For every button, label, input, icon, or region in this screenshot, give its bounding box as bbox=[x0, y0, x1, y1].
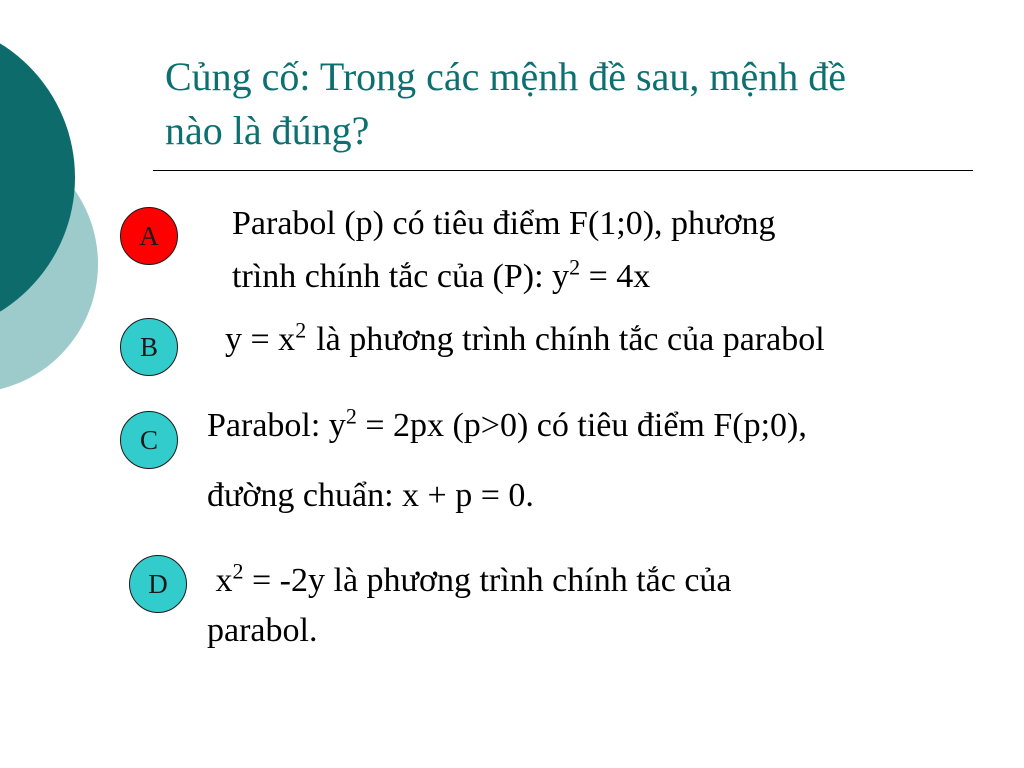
option-c-line-1 bbox=[207, 404, 807, 448]
option-a-exponent: 2 bbox=[569, 254, 581, 280]
option-d-label: D bbox=[148, 568, 168, 599]
option-c-label: C bbox=[139, 424, 158, 455]
option-d-text bbox=[207, 556, 732, 656]
slide-title-line-1: Củng cố: Trong các mệnh đề sau, mệnh đề bbox=[165, 54, 846, 99]
option-a-line-2-prefix: trình chính tắc của (P): y bbox=[232, 258, 570, 295]
option-d-line-1 bbox=[207, 556, 732, 606]
option-b-text bbox=[225, 318, 825, 362]
title-divider bbox=[153, 170, 973, 171]
option-c-exponent: 2 bbox=[345, 403, 357, 429]
option-b-prefix: y = x bbox=[225, 321, 296, 358]
option-d-line-1-suffix: = -2y là phương trình chính tắc của bbox=[243, 562, 732, 599]
option-b-suffix: là phương trình chính tắc của parabol bbox=[316, 321, 825, 358]
option-d-badge[interactable] bbox=[129, 555, 187, 613]
slide-title bbox=[165, 50, 985, 158]
option-a-line-2 bbox=[232, 250, 775, 303]
option-c-line-1-suffix: = 2px (p>0) có tiêu điểm F(p;0), bbox=[356, 407, 807, 444]
option-d-line-1-prefix: x bbox=[207, 562, 233, 599]
option-c-badge[interactable] bbox=[120, 411, 178, 469]
option-d-line-2: parabol. bbox=[207, 612, 318, 649]
option-a-line-2-suffix: = 4x bbox=[580, 258, 651, 295]
option-a-text bbox=[232, 197, 775, 303]
option-a-line-1: Parabol (p) có tiêu điểm F(1;0), phương bbox=[232, 205, 776, 242]
option-c-line-2: đường chuẩn: x + p = 0. bbox=[207, 477, 534, 514]
option-b-badge[interactable] bbox=[120, 318, 178, 376]
option-d-exponent: 2 bbox=[232, 558, 244, 584]
option-a-label: A bbox=[139, 220, 159, 251]
option-c-line-1-prefix: Parabol: y bbox=[207, 407, 346, 444]
option-a-badge[interactable] bbox=[120, 207, 178, 265]
option-b-exponent: 2 bbox=[295, 317, 307, 343]
option-b-label: B bbox=[139, 331, 158, 362]
slide-title-line-2: nào là đúng? bbox=[165, 108, 370, 153]
